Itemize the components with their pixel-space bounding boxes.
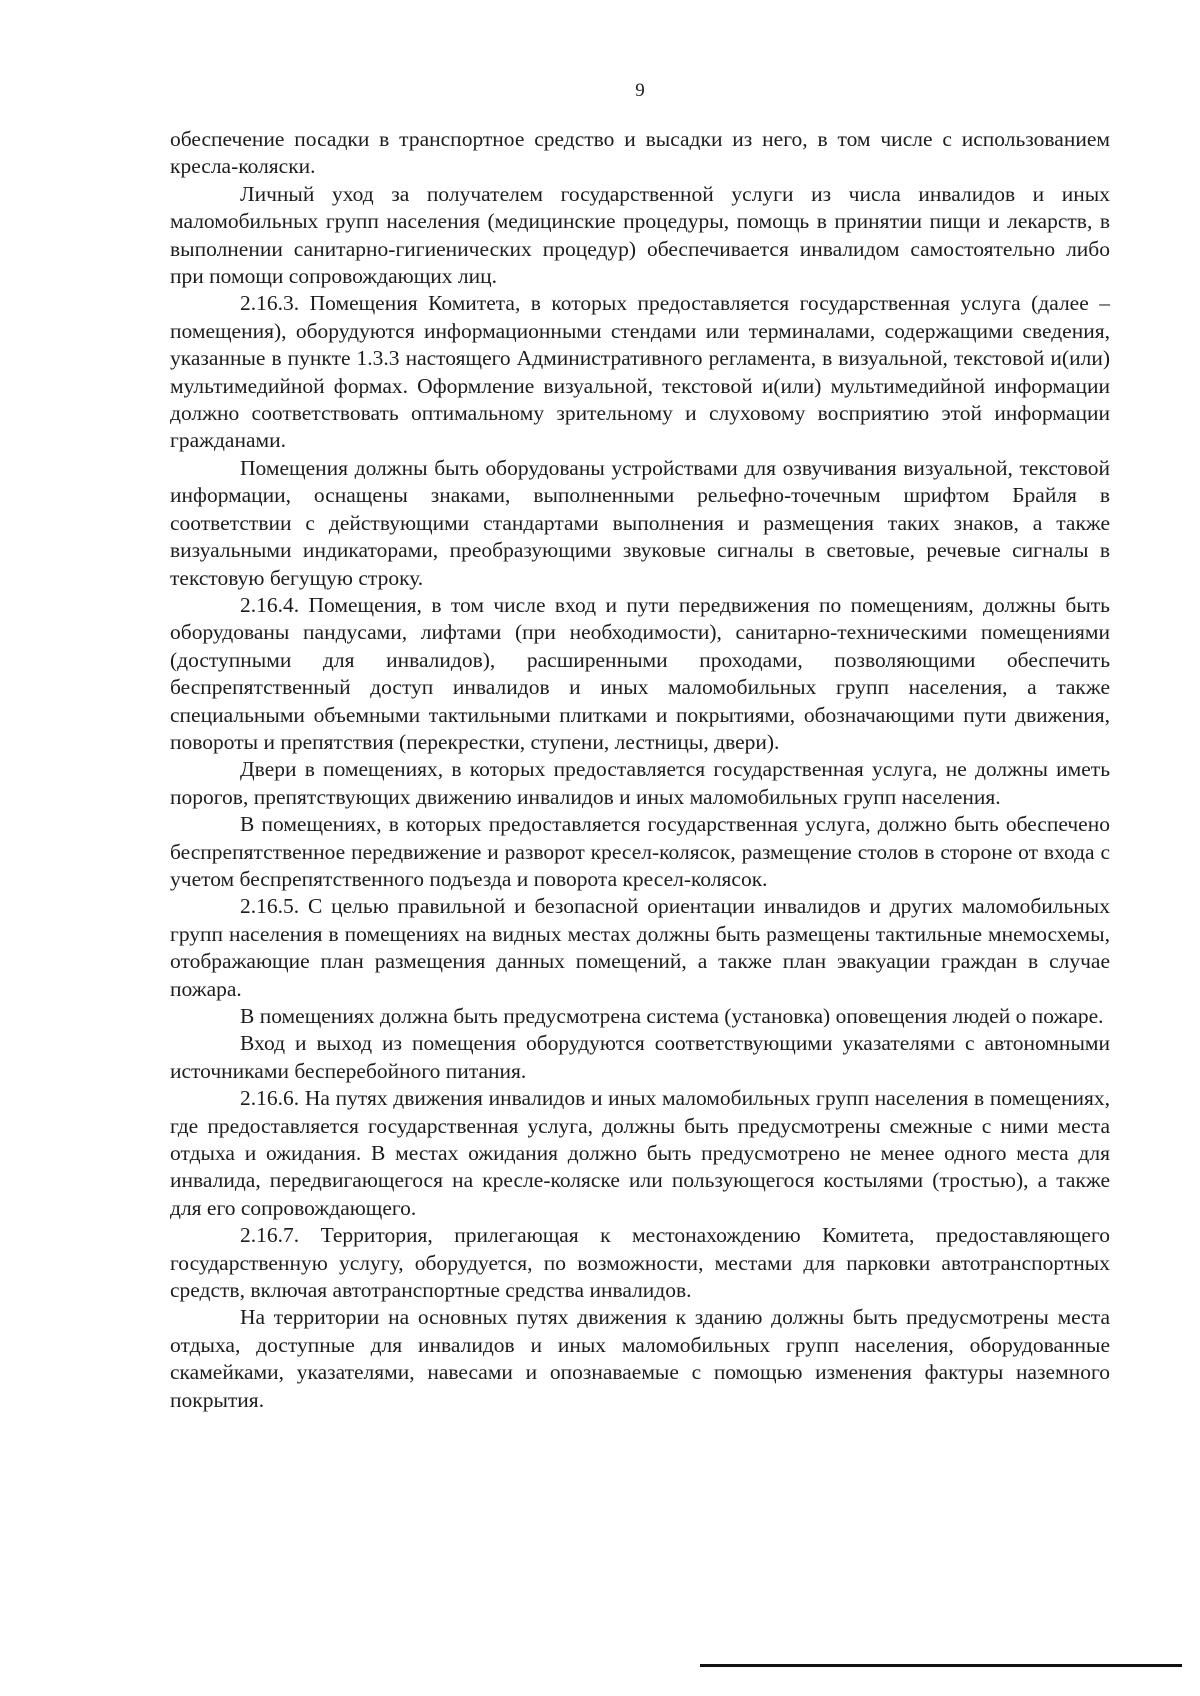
document-body [170, 126, 1110, 1414]
paragraph: обеспечение посадки в транспортное средство и высадки из него, в том числе с использованием кресла-коляски. [170, 127, 1110, 179]
paragraph: 2.16.3. Помещения Комитета, в которых предоставляется государственная услуга (далее – помещения), оборудуются информационными стендами или терминалами, содержащими сведения, указанные в пункте 1.3.3 настоящего Административного регламента, в визуальной, текстовой и(или) мультимедийной формах. Оформление визуальной, текстовой и(или) мультимедийной информации должно соответствовать оптимальному зрительному и слуховому восприятию этой информации гражданами. [170, 291, 1110, 453]
paragraph: Личный уход за получателем государственной услуги из числа инвалидов и иных маломобильных групп населения (медицинские процедуры, помощь в принятии пищи и лекарств, в выполнении санитарно-гигиенических процедур) обеспечивается инвалидом самостоятельно либо при помощи сопровождающих лиц. [170, 181, 1110, 289]
paragraph: 2.16.5. С целью правильной и безопасной ориентации инвалидов и других маломобильных групп населения в помещениях на видных местах должны быть размещены тактильные мнемосхемы, отображающие план размещения данных помещений, а также план эвакуации граждан в случае пожара. [170, 894, 1110, 1001]
paragraph: Двери в помещениях, в которых предоставляется государственная услуга, не должны иметь порогов, препятствующих движению инвалидов и иных маломобильных групп населения. [170, 757, 1110, 809]
paragraph: Вход и выход из помещения оборудуются соответствующими указателями с автономными источниками бесперебойного питания. [170, 1031, 1110, 1083]
paragraph: Помещения должны быть оборудованы устройствами для озвучивания визуальной, текстовой информации, оснащены знаками, выполненными рельефно-точечным шрифтом Брайля в соответствии с действующими стандартами выполнения и размещения таких знаков, а также визуальными индикаторами, преобразующими звуковые сигналы в световые, речевые сигналы в текстовую бегущую строку. [170, 455, 1110, 590]
paragraph: 2.16.6. На путях движения инвалидов и иных маломобильных групп населения в помещениях, где предоставляется государственная услуга, должны быть предусмотрены смежные с ними места отдыха и ожидания. В местах ожидания должно быть предусмотрено не менее одного места для инвалида, передвигающегося на кресле-коляске или пользующегося костылями (тростью), а также для его сопровождающего. [170, 1086, 1110, 1220]
paragraph: 2.16.7. Территория, прилегающая к местонахождению Комитета, предоставляющего государственную услугу, оборудуется, по возможности, местами для парковки автотранспортных средств, включая автотранспортные средства инвалидов. [170, 1223, 1110, 1303]
paragraph: 2.16.4. Помещения, в том числе вход и пути передвижения по помещениям, должны быть оборудованы пандусами, лифтами (при необходимости), санитарно-техническими помещениями (доступными для инвалидов), расширенными проходами, позволяющими обеспечить беспрепятственный доступ инвалидов и иных маломобильных групп населения, а также специальными объемными тактильными плитками и покрытиями, обозначающими пути движения, повороты и препятствия (перекрестки, ступени, лестницы, двери). [170, 592, 1110, 754]
paragraph: На территории на основных путях движения к зданию должны быть предусмотрены места отдыха, доступные для инвалидов и иных маломобильных групп населения, оборудованные скамейками, указателями, навесами и опознаваемые с помощью изменения фактуры наземного покрытия. [170, 1305, 1110, 1412]
page-number: 9 [635, 80, 645, 101]
footer-rule [700, 1664, 1182, 1667]
paragraph: В помещениях должна быть предусмотрена система (установка) оповещения людей о пожаре. [240, 1004, 1104, 1028]
paragraph: В помещениях, в которых предоставляется государственная услуга, должно быть обеспечено беспрепятственное передвижение и разворот кресел-колясок, размещение столов в стороне от входа с учетом беспрепятственного подъезда и поворота кресел-колясок. [170, 812, 1110, 891]
